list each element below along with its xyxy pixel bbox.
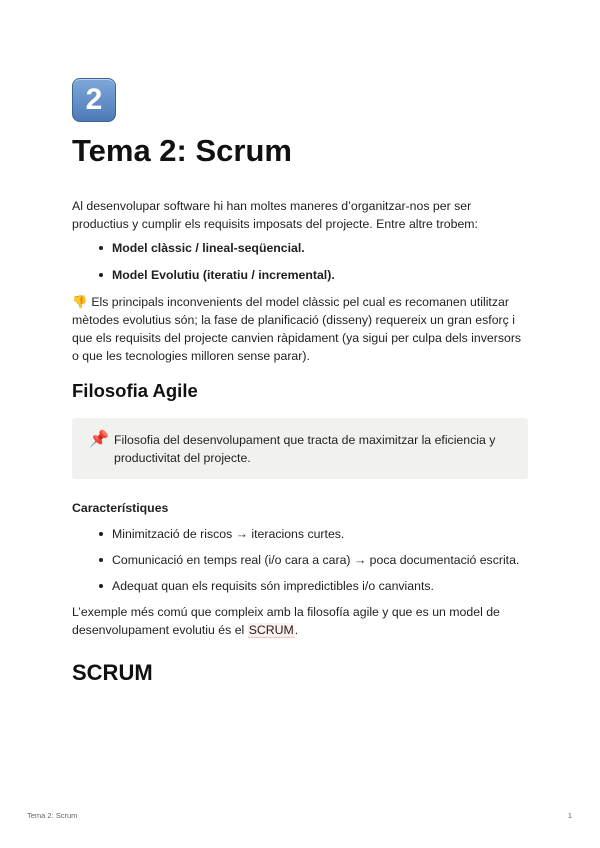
agile-callout — [72, 418, 528, 479]
inconvenients-text: Els principals inconvenients del model clàssic pel cual es recomanen utilitzar mètodes evolutius són; la fase de planificació (disseny) requereix un gran esforç i que els requisits del projecte canvien ràpidament (ya sigui per culpa dels inversors o que les tecnologies milloren sense parar). — [72, 295, 522, 363]
closing-paragraph — [72, 603, 528, 639]
list-item: Model Evolutiu (iteratiu / incremental). — [72, 266, 528, 284]
list-item: Comunicació en temps real (i/o cara a cara) → poca documentació escrita. — [72, 551, 528, 569]
intro-paragraph: Al desenvolupar software hi han moltes maneres d’organitzar-nos per ser productius y cumplir els requisits imposats del projecte. Entre altre trobem: — [72, 199, 478, 231]
list-item: Minimització de riscos → iteracions curtes. — [72, 525, 528, 543]
scrum-heading: SCRUM — [72, 660, 153, 685]
features-list — [72, 525, 528, 595]
closing-text: L’exemple més comú que compleix amb la filosofía agile y que es un model de desenvolupament evolutiu és el — [72, 605, 500, 637]
callout-text: Filosofia del desenvolupament que tracta de maximitzar la eficiencia y productivitat del projecte. — [114, 433, 496, 465]
inconvenients-paragraph — [72, 293, 528, 365]
thumbs-down-icon: 👎 — [72, 295, 88, 309]
document-page — [72, 78, 528, 687]
keycap-digit: 2 — [85, 83, 103, 116]
page-title: Tema 2: Scrum — [72, 133, 292, 168]
keycap-two-icon — [72, 78, 116, 122]
list-item: Model clàssic / lineal-seqüencial. — [72, 239, 528, 257]
footer-title: Tema 2: Scrum — [27, 811, 78, 820]
list-item: Adequat quan els requisits són impredictibles i/o canviants. — [72, 577, 528, 595]
scrum-highlight: SCRUM — [248, 623, 294, 637]
models-list — [72, 239, 528, 284]
closing-period: . — [294, 623, 299, 637]
agile-heading: Filosofia Agile — [72, 380, 198, 401]
page-number: 1 — [567, 811, 572, 820]
features-heading: Característiques — [72, 501, 169, 515]
pushpin-icon: 📌 — [89, 431, 109, 448]
